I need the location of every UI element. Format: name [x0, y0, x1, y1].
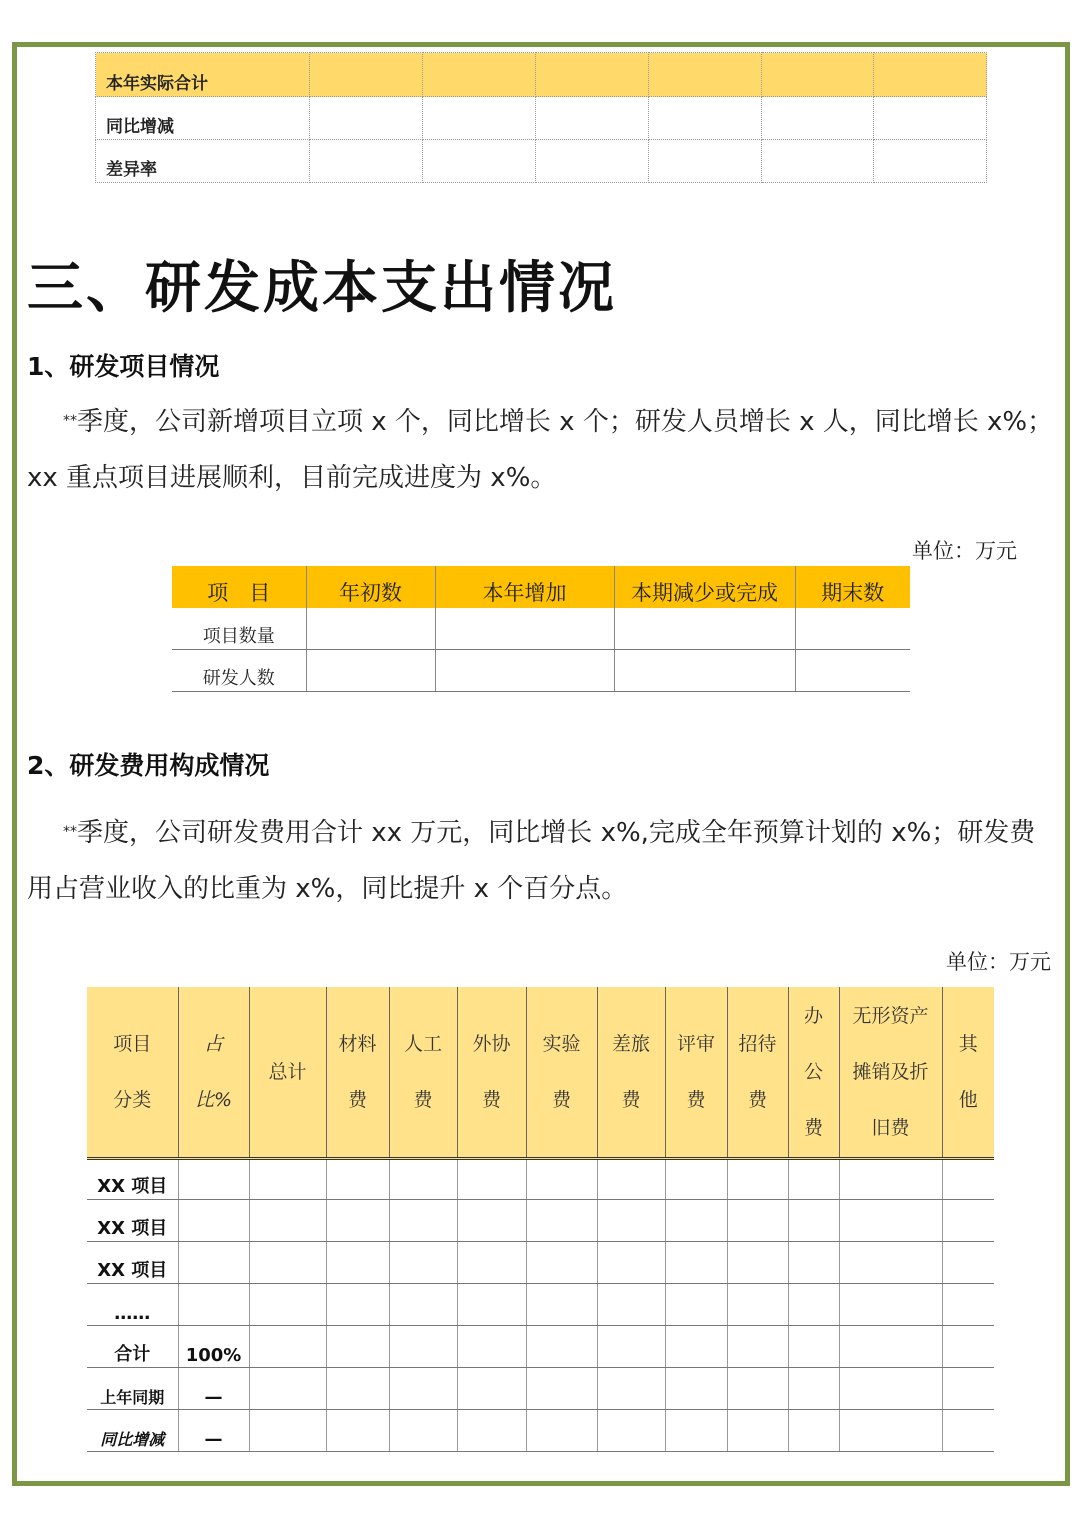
unit-label: 单位：万元: [912, 539, 1017, 563]
table-cell: [326, 1410, 389, 1452]
column-header-ratio: 占 比%: [178, 987, 249, 1159]
column-header: 项 目: [172, 566, 306, 608]
table-cell: [839, 1159, 942, 1200]
row-label: 本年实际合计: [96, 53, 310, 97]
column-header: 差旅 费: [597, 987, 665, 1159]
table-cell: [788, 1368, 839, 1410]
table-cell: [727, 1242, 788, 1284]
table-cell: [326, 1284, 389, 1326]
table-cell: [839, 1284, 942, 1326]
table-cell: [457, 1326, 526, 1368]
table-cell: [727, 1284, 788, 1326]
ratio-cell: [178, 1159, 249, 1200]
column-header: 年初数: [306, 566, 435, 608]
column-header-category: 项目 分类: [87, 987, 178, 1159]
table-cell: [665, 1159, 727, 1200]
table-row: [87, 1284, 994, 1326]
ratio-cell: [178, 1242, 249, 1284]
table-cell: [727, 1159, 788, 1200]
paragraph-projects: [27, 393, 1057, 506]
table-cell: [326, 1200, 389, 1242]
table-row: [172, 650, 910, 692]
table-row: [87, 1410, 994, 1452]
table-cell: [526, 1326, 597, 1368]
row-label: XX 项目: [87, 1159, 178, 1200]
table-cell: [249, 1326, 326, 1368]
table-cell: [727, 1368, 788, 1410]
table-header-row: [172, 566, 910, 608]
column-header: 评审 费: [665, 987, 727, 1159]
subsection-title-costs: 2、研发费用构成情况: [27, 751, 270, 780]
ratio-cell: 100%: [178, 1326, 249, 1368]
table-cell: [788, 1200, 839, 1242]
table-cell: [839, 1368, 942, 1410]
paragraph-line: 季度，公司新增项目立项 x 个，同比增长 x 个；研发人员增长 x 人，同比增长 x%；: [77, 407, 1054, 437]
table-cell: [665, 1284, 727, 1326]
table-cell: [457, 1284, 526, 1326]
table-cell: [597, 1284, 665, 1326]
table-cell: [942, 1242, 994, 1284]
table-cell: [727, 1200, 788, 1242]
table-row: [87, 1242, 994, 1284]
table-cell: [942, 1368, 994, 1410]
table-cell: [839, 1242, 942, 1284]
table-cell: [526, 1410, 597, 1452]
table-cell: [788, 1410, 839, 1452]
table-cell: [457, 1159, 526, 1200]
column-header-total: 总计: [249, 987, 326, 1159]
table-cell: [788, 1284, 839, 1326]
table-cell: [389, 1242, 457, 1284]
column-header: 人工 费: [389, 987, 457, 1159]
table-cell: [526, 1242, 597, 1284]
ratio-cell: [178, 1284, 249, 1326]
table-row: [96, 140, 987, 183]
table-cell: [665, 1368, 727, 1410]
table-row: [87, 1200, 994, 1242]
table-row: [87, 1368, 994, 1410]
table-cell: [457, 1410, 526, 1452]
table-cell: [389, 1159, 457, 1200]
ratio-cell: [178, 1200, 249, 1242]
table-row: [96, 53, 987, 97]
table-cell: [389, 1368, 457, 1410]
table-cell: [389, 1326, 457, 1368]
row-label: XX 项目: [87, 1200, 178, 1242]
table-row: [96, 97, 987, 140]
table-cell: [665, 1242, 727, 1284]
asterisk-marker: **: [63, 824, 77, 840]
section-title: 三、研发成本支出情况: [27, 256, 617, 321]
table-cell: [249, 1410, 326, 1452]
row-label: 上年同期: [87, 1368, 178, 1410]
table-cell: [597, 1200, 665, 1242]
row-label: XX 项目: [87, 1242, 178, 1284]
table-cell: [788, 1242, 839, 1284]
table-cell: [389, 1284, 457, 1326]
table-cell: [526, 1368, 597, 1410]
table-cell: [597, 1326, 665, 1368]
row-label: 同比增减: [96, 97, 310, 140]
cost-breakdown-table: [87, 987, 994, 1452]
row-label: 合计: [87, 1326, 178, 1368]
table-cell: [727, 1410, 788, 1452]
row-label: 研发人数: [172, 650, 306, 692]
table-cell: [942, 1159, 994, 1200]
table-cell: [457, 1242, 526, 1284]
table-cell: [942, 1326, 994, 1368]
table-row: [172, 608, 910, 650]
table-cell: [597, 1410, 665, 1452]
table-cell: [942, 1410, 994, 1452]
table-row: [87, 1159, 994, 1200]
ratio-cell: —: [178, 1410, 249, 1452]
column-header: 无形资产 摊销及折 旧费: [839, 987, 942, 1159]
table-cell: [249, 1368, 326, 1410]
column-header: 材料 费: [326, 987, 389, 1159]
table-cell: [942, 1200, 994, 1242]
row-label: 差异率: [96, 140, 310, 183]
table-cell: [942, 1284, 994, 1326]
table-cell: [526, 1159, 597, 1200]
table-cell: [839, 1326, 942, 1368]
project-table: [172, 566, 910, 692]
column-header: 外协 费: [457, 987, 526, 1159]
table-cell: [326, 1242, 389, 1284]
row-label: 同比增减: [87, 1410, 178, 1452]
asterisk-marker: **: [63, 413, 77, 429]
table-cell: [727, 1326, 788, 1368]
column-header: 实验 费: [526, 987, 597, 1159]
table-cell: [665, 1410, 727, 1452]
table-cell: [326, 1159, 389, 1200]
table-cell: [597, 1368, 665, 1410]
subsection-title-projects: 1、研发项目情况: [27, 352, 220, 381]
table-cell: [249, 1284, 326, 1326]
row-label: ……: [87, 1284, 178, 1326]
ratio-cell: —: [178, 1368, 249, 1410]
table-cell: [326, 1368, 389, 1410]
table-cell: [457, 1368, 526, 1410]
table-cell: [839, 1200, 942, 1242]
column-header: 招待 费: [727, 987, 788, 1159]
table-cell: [249, 1200, 326, 1242]
column-header: 本期减少或完成: [614, 566, 795, 608]
row-label: 项目数量: [172, 608, 306, 650]
table-cell: [665, 1326, 727, 1368]
table-cell: [597, 1242, 665, 1284]
table-cell: [389, 1200, 457, 1242]
summary-table: [95, 52, 987, 183]
column-header: 办 公 费: [788, 987, 839, 1159]
table-cell: [389, 1410, 457, 1452]
paragraph-costs: [27, 804, 1057, 917]
table-cell: [526, 1284, 597, 1326]
table-cell: [326, 1326, 389, 1368]
paragraph-line: xx 重点项目进展顺利，目前完成进度为 x%。: [27, 463, 557, 493]
unit-label: 单位：万元: [946, 950, 1051, 974]
table-row: [87, 1326, 994, 1368]
table-cell: [249, 1159, 326, 1200]
column-header: 期末数: [795, 566, 910, 608]
table-cell: [665, 1200, 727, 1242]
table-cell: [839, 1410, 942, 1452]
table-cell: [457, 1200, 526, 1242]
paragraph-line: 用占营业收入的比重为 x%，同比提升 x 个百分点。: [27, 874, 628, 904]
column-header: 本年增加: [435, 566, 614, 608]
table-cell: [788, 1159, 839, 1200]
table-header-row: [87, 987, 994, 1159]
paragraph-line: 季度，公司研发费用合计 xx 万元，同比增长 x%,完成全年预算计划的 x%；研发费: [77, 818, 1036, 848]
column-header: 其 他: [942, 987, 994, 1159]
table-cell: [526, 1200, 597, 1242]
table-cell: [597, 1159, 665, 1200]
table-cell: [788, 1326, 839, 1368]
table-cell: [249, 1242, 326, 1284]
